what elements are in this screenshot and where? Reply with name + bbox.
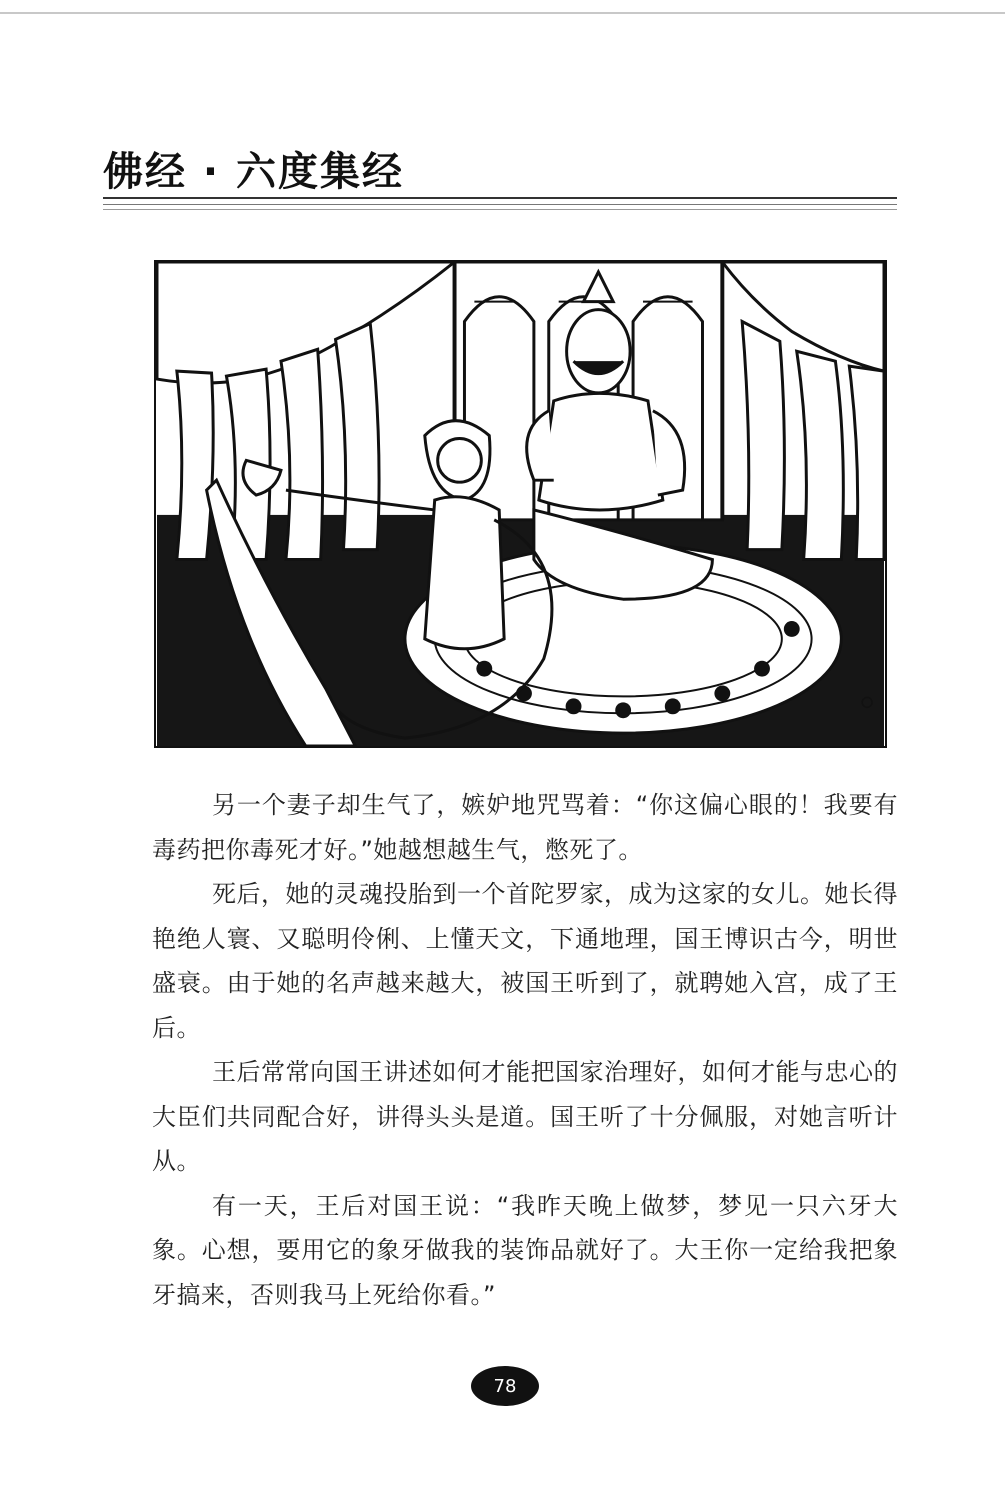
body-text	[152, 783, 898, 1317]
illustration-drawing	[156, 262, 885, 746]
paragraph: 另一个妻子却生气了，嫉妒地咒骂着：“你这偏心眼的！我要有毒药把你毒死才好。”她越想越生气，憋死了。	[152, 791, 898, 864]
page-number-badge: 78	[471, 1366, 539, 1406]
paragraph: 有一天，王后对国王说：“我昨天晚上做梦，梦见一只六牙大象。心想，要用它的象牙做我的装饰品就好了。大王你一定给我把象牙搞来，否则我马上死给你看。”	[152, 1191, 898, 1309]
paragraph: 王后常常向国王讲述如何才能把国家治理好，如何才能与忠心的大臣们共同配合好，讲得头头是道。国王听了十分佩服，对她言听计从。	[152, 1058, 898, 1175]
paragraph: 死后，她的灵魂投胎到一个首陀罗家，成为这家的女儿。她长得艳绝人寰、又聪明伶俐、上懂天文，下通地理，国王博识古今，明世盛衰。由于她的名声越来越大，被国王听到了，就聘她入宫，成了王后。	[152, 880, 898, 1042]
page-header-title: 佛经 · 六度集经	[103, 149, 405, 195]
header-rule	[103, 204, 897, 205]
story-illustration	[154, 260, 887, 748]
top-rule	[0, 12, 1005, 14]
header-rule	[103, 197, 897, 199]
header-rule	[103, 209, 897, 210]
